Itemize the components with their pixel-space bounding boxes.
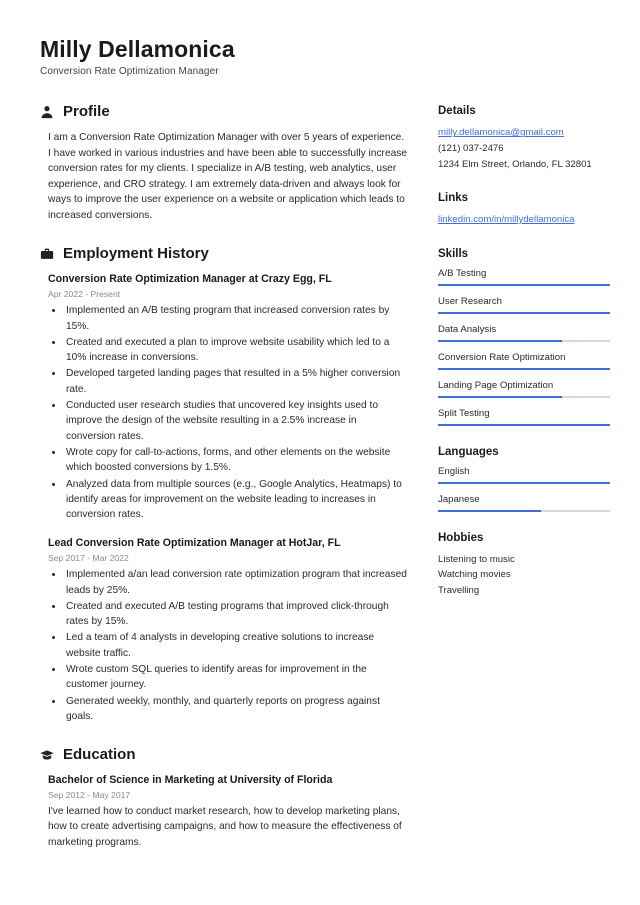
skill-name: Data Analysis <box>438 323 497 335</box>
list-item: • Developed targeted landing pages that resulted in a 5% higher conversion rate. <box>64 366 408 397</box>
sidebar-languages-title: Languages <box>438 445 499 458</box>
skill-item <box>438 268 610 286</box>
briefcase-icon <box>40 247 54 261</box>
skill-item <box>438 352 610 370</box>
list-item: • Created and executed A/B testing programs that improved click-through rates by 15%. <box>64 599 408 630</box>
sidebar-hobbies <box>438 532 610 599</box>
sidebar-details <box>438 105 610 172</box>
hobby-item: Watching movies <box>438 569 511 581</box>
employment-entry-date: Sep 2017 - Mar 2022 <box>48 553 129 564</box>
skill-item <box>438 408 610 426</box>
main-column <box>40 103 408 872</box>
skill-bar-fill <box>438 312 610 314</box>
candidate-name: Milly Dellamonica <box>40 36 235 62</box>
section-profile <box>40 103 408 223</box>
skill-bar-fill <box>438 284 610 286</box>
phone-number: (121) 037-2476 <box>438 142 504 154</box>
section-profile-header <box>40 103 408 120</box>
skill-name: User Research <box>438 295 502 307</box>
skill-bar-fill <box>438 368 610 370</box>
skill-name: Landing Page Optimization <box>438 379 554 391</box>
sidebar-hobbies-title: Hobbies <box>438 531 484 544</box>
language-item <box>438 466 610 484</box>
employment-entry-date: Apr 2022 - Present <box>48 289 121 300</box>
language-bar-track <box>438 510 610 512</box>
linkedin-link[interactable]: linkedin.com/in/millydellamonica <box>438 214 575 226</box>
skill-bar-fill <box>438 396 562 398</box>
education-entry-title: Bachelor of Science in Marketing at University of Florida <box>48 774 333 787</box>
language-bar-track <box>438 482 610 484</box>
list-item: • Led a team of 4 analysts in developing creative solutions to increase website traffic. <box>64 630 408 661</box>
education-entry-description: I've learned how to conduct market research, how to develop marketing plans, how to create advertising campaigns, and how to measure the effectiveness of marketing programs. <box>48 806 402 848</box>
hobby-item: Listening to music <box>438 553 515 565</box>
employment-entry <box>48 272 408 522</box>
list-item: • Generated weekly, monthly, and quarterly reports on progress against goals. <box>64 694 408 725</box>
resume-header <box>40 36 600 77</box>
language-bar-fill <box>438 510 541 512</box>
skill-bar-track <box>438 368 610 370</box>
language-item <box>438 494 610 512</box>
section-education <box>40 746 408 850</box>
sidebar-languages <box>438 446 610 512</box>
employment-entry-title: Lead Conversion Rate Optimization Manager at HotJar, FL <box>48 537 341 550</box>
language-bar-fill <box>438 482 610 484</box>
employment-entry-bullets <box>48 303 408 522</box>
employment-entry <box>48 536 408 724</box>
list-item: • Implemented a/an lead conversion rate optimization program that increased leads by 25%. <box>64 567 408 598</box>
sidebar-links <box>438 192 610 228</box>
list-item: • Implemented an A/B testing program that increased conversion rates by 15%. <box>64 303 408 334</box>
section-profile-title: Profile <box>63 103 110 121</box>
sidebar-links-title: Links <box>438 192 469 205</box>
skill-name: A/B Testing <box>438 267 487 279</box>
sidebar-skills-title: Skills <box>438 247 469 260</box>
section-education-header <box>40 746 408 763</box>
language-name: English <box>438 465 470 477</box>
skill-name: Split Testing <box>438 407 490 419</box>
list-item: • Created and executed a plan to improve website usability which led to a 10% increase in conversions. <box>64 335 408 366</box>
resume-body <box>40 103 600 872</box>
address: 1234 Elm Street, Orlando, FL 32801 <box>438 158 592 170</box>
skill-item <box>438 296 610 314</box>
list-item: • Conducted user research studies that uncovered key insights used to improve the design of the website resulting in a 2.5% increase in conversion rates. <box>64 398 408 444</box>
skill-bar-track <box>438 340 610 342</box>
skill-bar-track <box>438 284 610 286</box>
sidebar <box>438 103 610 619</box>
section-employment-title: Employment History <box>63 245 209 263</box>
education-entry-date: Sep 2012 - May 2017 <box>48 790 131 801</box>
education-entry <box>48 773 408 850</box>
sidebar-details-title: Details <box>438 105 476 118</box>
skill-bar-track <box>438 312 610 314</box>
skill-bar-track <box>438 424 610 426</box>
hobby-item: Travelling <box>438 585 480 597</box>
section-employment-header <box>40 245 408 262</box>
skill-item <box>438 324 610 342</box>
user-icon <box>40 105 54 119</box>
list-item: • Wrote custom SQL queries to identify areas for improvement in the customer journey. <box>64 662 408 693</box>
section-employment <box>40 245 408 724</box>
graduation-cap-icon <box>40 748 54 762</box>
skill-bar-track <box>438 396 610 398</box>
profile-text: I am a Conversion Rate Optimization Manager with over 5 years of experience. I have worked in various industries and have been able to successfully increase conversion rates for my clients. I specialize in A/B testing, web analytics, user experience, and CRO strategy. I am extremely data-driven and always look for ways to improve the user experience on a website or application which leads to increased conversions. <box>48 132 408 221</box>
skill-name: Conversion Rate Optimization <box>438 351 566 363</box>
employment-entry-title: Conversion Rate Optimization Manager at Crazy Egg, FL <box>48 273 332 286</box>
skill-bar-fill <box>438 340 562 342</box>
candidate-job-title: Conversion Rate Optimization Manager <box>40 66 219 78</box>
skill-bar-fill <box>438 424 610 426</box>
section-education-title: Education <box>63 746 136 764</box>
list-item: • Wrote copy for call-to-actions, forms, and other elements on the website which boosted conversions by 1.5%. <box>64 445 408 476</box>
email-link[interactable]: milly.dellamonica@gmail.com <box>438 127 564 139</box>
language-name: Japanese <box>438 493 480 505</box>
employment-entry-bullets <box>48 567 408 724</box>
list-item: • Analyzed data from multiple sources (e.g., Google Analytics, Heatmaps) to identify areas for improvement on the website leading to increases in conversion rates. <box>64 477 408 523</box>
skill-item <box>438 380 610 398</box>
sidebar-skills <box>438 248 610 426</box>
